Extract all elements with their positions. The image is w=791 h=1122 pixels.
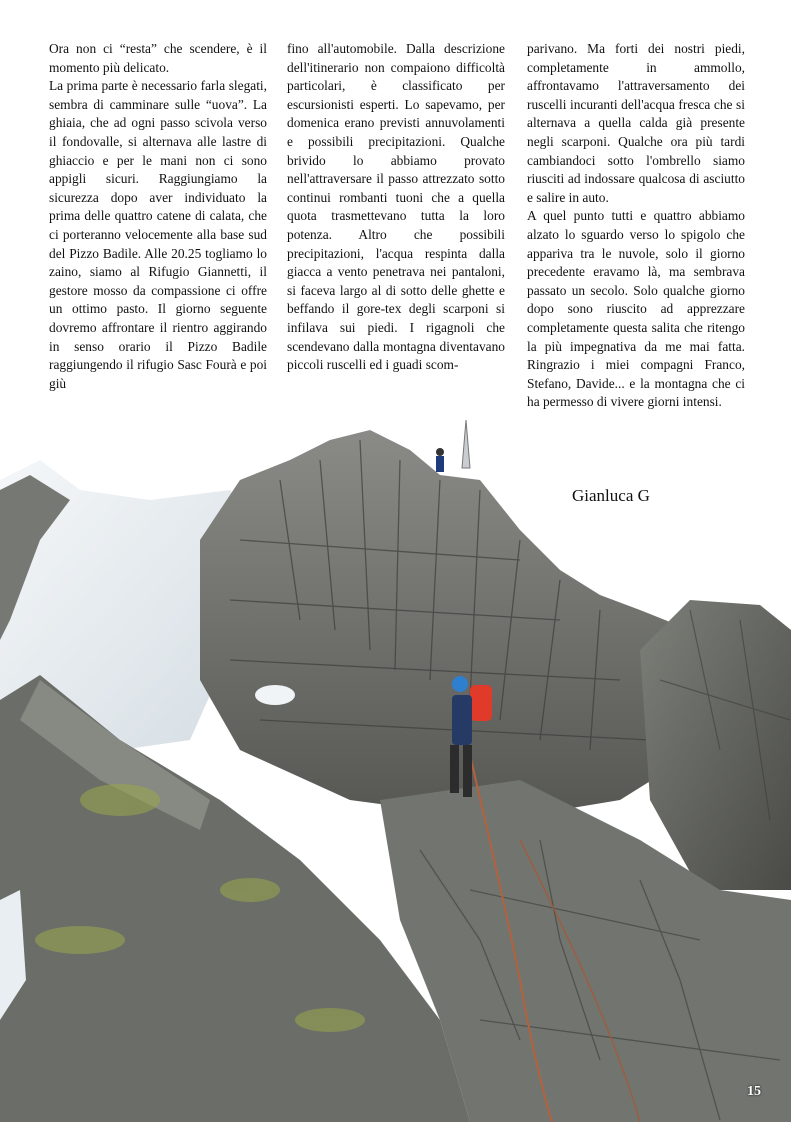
text-column-2 xyxy=(287,40,505,375)
summit-spire xyxy=(462,420,470,468)
paragraph: parivano. Ma forti dei nostri piedi, completamente in ammollo, affrontavamo l'attraversamento dei ruscelli incuranti dell'acqua fresca che si alternava a quella calda già presente negli scarponi. Qualche ora più tardi cambiandoci sotto l'ombrello siamo riusciti ad indossare qualcosa di asciutto e salire in auto. xyxy=(527,41,745,205)
right-rocks xyxy=(640,600,791,890)
paragraph: Ora non ci “resta” che scendere, è il momento più delicato. xyxy=(49,41,267,75)
central-pinnacles xyxy=(200,430,720,820)
paragraph: La prima parte è necessario farla slegati, sembra di camminare sulle “uova”. La ghiaia, che ad ogni passo scivola verso il fondovalle, si alternava alle lastre di ghiaccio e per le mani non ci sono appigli sicuri. Raggiungiamo la sicurezza dopo aver individuato la prima delle quattro catene di calata, che ci porteranno velocemente alla base sud del Pizzo Badile. Alle 20.25 togliamo lo zaino, siamo al Rifugio Giannetti, il gestore mosso da compassione ci offre un ottimo pasto. Il giorno seguente dovremo affrontare il rientro aggirando in senso orario il Pizzo Badile raggiungendo il rifugio Sasc Fourà e poi giù xyxy=(49,78,267,391)
summit-climber xyxy=(436,448,444,472)
page-number: 15 xyxy=(747,1084,761,1099)
paragraph: fino all'automobile. Dalla descrizione dell'itinerario non compaiono difficoltà particolari, è classificato per escursionisti esperti. Lo sapevamo, per domenica erano previsti annuvolamenti e possibili precipitazioni. Qualche brivido lo abbiamo provato nell'attraversare il passo attrezzato sotto continui rombanti tuoni che a quella quota trasmettevano tutta la loro potenza. Altro che possibili precipitazioni, l'acqua respinta dalla giacca a vento penetrava nei pantaloni, si faceva largo al di sotto delle ghette e beffando il gore-tex degli scarponi si infilava sui piedi. I rigagnoli che scendevano dalla montagna diventavano piccoli ruscelli ed i guadi scom- xyxy=(287,41,505,373)
text-column-1 xyxy=(49,40,267,393)
paragraph: A quel punto tutti e quattro abbiamo alzato lo sguardo verso lo spigolo che appariva tra le nuvole, solo il giorno precedente eravamo là, ma sembrava passato un secolo. Solo qualche giorno dopo sono riuscito ad apprezzare completamente questa salita che ritengo la più impegnativa da me mai fatta. Ringrazio i miei compagni Franco, Stefano, Davide... e la montagna che ci ha permesso di vivere giorni intensi. xyxy=(527,208,745,410)
text-column-3 xyxy=(527,40,745,412)
author-signature: Gianluca G xyxy=(572,486,650,505)
mountain-photo xyxy=(0,420,791,1122)
snow-patch xyxy=(255,685,295,705)
